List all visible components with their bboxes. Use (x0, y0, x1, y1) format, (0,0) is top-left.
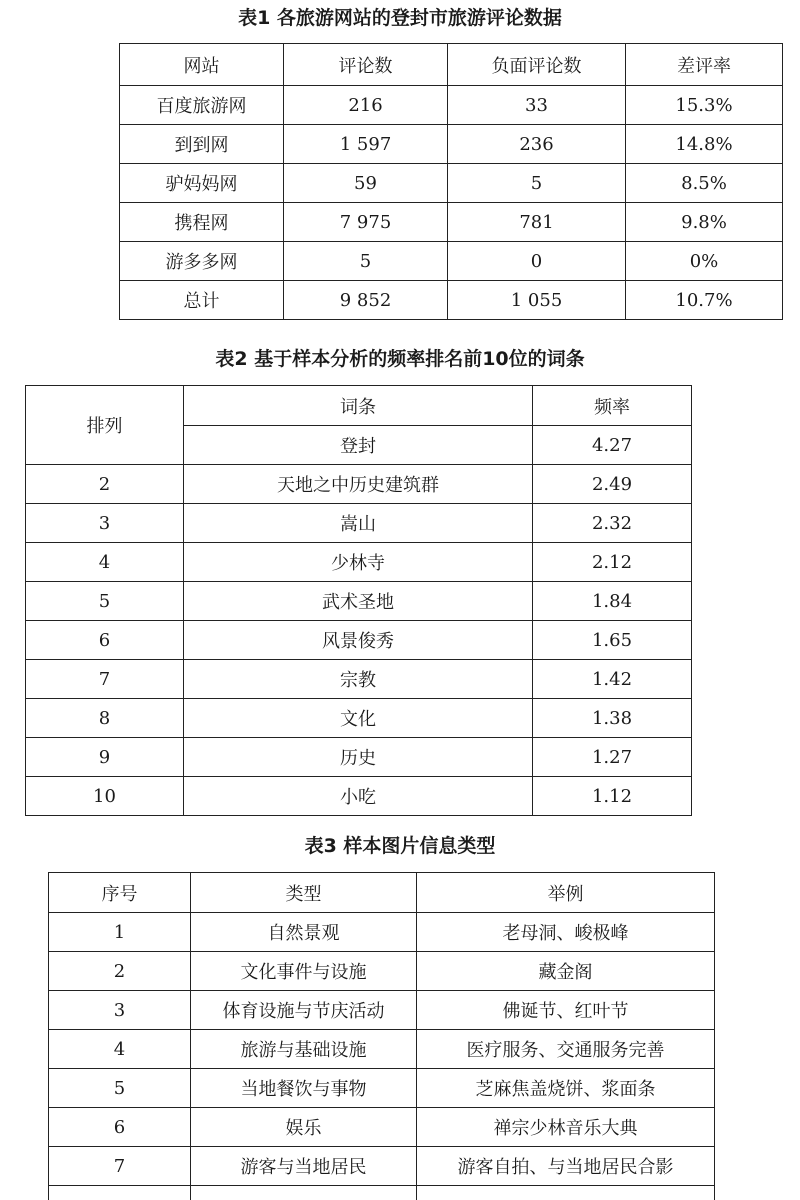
table-cell: 8 (26, 699, 184, 738)
table3-title: 表3 样本图片信息类型 (304, 835, 496, 857)
table-row (49, 913, 715, 952)
table-row (49, 1030, 715, 1069)
table3-header-index: 序号 (49, 873, 191, 913)
table-row (120, 242, 783, 281)
table-cell: 游客自拍、与当地居民合影 (417, 1147, 715, 1186)
table-cell: 59 (284, 164, 448, 203)
table-cell: 总计 (120, 281, 284, 320)
table-cell: 10.7% (626, 281, 783, 320)
table-row (120, 203, 783, 242)
table-cell: 6 (26, 621, 184, 660)
table-cell: 游多多网 (120, 242, 284, 281)
table-row (49, 1108, 715, 1147)
table-cell: 1 597 (284, 125, 448, 164)
table-cell: 小吃 (184, 777, 533, 816)
table-cell: 旅游与基础设施 (191, 1030, 417, 1069)
table-cell: 1.65 (533, 621, 692, 660)
table-cell: 风景俊秀 (184, 621, 533, 660)
table-cell: 3 (49, 991, 191, 1030)
table-row (49, 1069, 715, 1108)
table-row (120, 281, 783, 320)
table3-header-row (49, 873, 715, 913)
table3-header-example: 举例 (417, 873, 715, 913)
table-cell: 登封 (184, 426, 533, 465)
table-cell: 9.8% (626, 203, 783, 242)
table-row (26, 582, 692, 621)
table-cell: 33 (448, 86, 626, 125)
table-cell: 1.27 (533, 738, 692, 777)
table-cell: 15.3% (626, 86, 783, 125)
table-cell: 禅宗少林音乐大典 (417, 1108, 715, 1147)
table-cell: 当地餐饮与事物 (191, 1069, 417, 1108)
table-cell: 历史 (184, 738, 533, 777)
table-cell: 1 (49, 913, 191, 952)
table-row-partial (49, 1186, 715, 1200)
table-row (49, 1147, 715, 1186)
table-cell: 驴妈妈网 (120, 164, 284, 203)
table-cell: 佛诞节、红叶节 (417, 991, 715, 1030)
table-cell: 4 (49, 1030, 191, 1069)
table-cell: 宗教 (184, 660, 533, 699)
table-cell (191, 1186, 417, 1200)
table-cell: 4 (26, 543, 184, 582)
table-cell: 医疗服务、交通服务完善 (417, 1030, 715, 1069)
table-cell: 藏金阁 (417, 952, 715, 991)
table1-header-site: 网站 (120, 44, 284, 86)
table2-header-term: 词条 (184, 386, 533, 426)
table-cell: 1.38 (533, 699, 692, 738)
table-cell: 6 (49, 1108, 191, 1147)
table-cell: 9 (26, 738, 184, 777)
table1-header-row (120, 44, 783, 86)
table-cell: 1 055 (448, 281, 626, 320)
table3-header-type: 类型 (191, 873, 417, 913)
table-cell: 老母洞、峻极峰 (417, 913, 715, 952)
table-cell: 5 (284, 242, 448, 281)
table-cell: 5 (26, 582, 184, 621)
table-cell: 0% (626, 242, 783, 281)
table-row (26, 738, 692, 777)
table1-title: 表1 各旅游网站的登封市旅游评论数据 (238, 7, 562, 29)
table-cell: 芝麻焦盖烧饼、浆面条 (417, 1069, 715, 1108)
table3 (48, 872, 715, 1200)
table-row (120, 164, 783, 203)
table-cell: 2 (49, 952, 191, 991)
table-cell: 2.49 (533, 465, 692, 504)
table1-header-negative: 负面评论数 (448, 44, 626, 86)
table-cell: 少林寺 (184, 543, 533, 582)
table-cell: 游客与当地居民 (191, 1147, 417, 1186)
table-row (49, 952, 715, 991)
table-cell: 嵩山 (184, 504, 533, 543)
table1 (119, 43, 783, 320)
table2-title: 表2 基于样本分析的频率排名前10位的词条 (215, 348, 585, 370)
table-cell: 10 (26, 777, 184, 816)
table2 (25, 385, 692, 816)
table1-header-rate: 差评率 (626, 44, 783, 86)
table2-header-rank: 排列 (26, 386, 184, 465)
table-cell: 236 (448, 125, 626, 164)
table-cell: 文化 (184, 699, 533, 738)
table-cell (417, 1186, 715, 1200)
table-cell: 7 (49, 1147, 191, 1186)
table-row (26, 504, 692, 543)
table-cell: 4.27 (533, 426, 692, 465)
table-cell: 0 (448, 242, 626, 281)
table-row (26, 543, 692, 582)
table-cell: 娱乐 (191, 1108, 417, 1147)
table-row (49, 991, 715, 1030)
table-cell (49, 1186, 191, 1200)
table-cell: 5 (49, 1069, 191, 1108)
table-cell: 1.12 (533, 777, 692, 816)
table-cell: 2.32 (533, 504, 692, 543)
table-cell: 7 (26, 660, 184, 699)
table-row (120, 86, 783, 125)
table-cell: 8.5% (626, 164, 783, 203)
table-cell: 天地之中历史建筑群 (184, 465, 533, 504)
table-row (26, 621, 692, 660)
table1-header-reviews: 评论数 (284, 44, 448, 86)
table-row (120, 125, 783, 164)
table-cell: 9 852 (284, 281, 448, 320)
table-cell: 14.8% (626, 125, 783, 164)
table-cell: 1.42 (533, 660, 692, 699)
table-cell: 3 (26, 504, 184, 543)
table-row (26, 465, 692, 504)
table-cell: 文化事件与设施 (191, 952, 417, 991)
table-cell: 1.84 (533, 582, 692, 621)
table-cell: 7 975 (284, 203, 448, 242)
table-cell: 5 (448, 164, 626, 203)
table-cell: 781 (448, 203, 626, 242)
table2-header-frequency: 频率 (533, 386, 692, 426)
table-cell: 体育设施与节庆活动 (191, 991, 417, 1030)
table-cell: 自然景观 (191, 913, 417, 952)
table-row (26, 777, 692, 816)
table-cell: 2.12 (533, 543, 692, 582)
table-cell: 武术圣地 (184, 582, 533, 621)
table-cell: 百度旅游网 (120, 86, 284, 125)
table-cell: 2 (26, 465, 184, 504)
table-cell: 216 (284, 86, 448, 125)
table-cell: 到到网 (120, 125, 284, 164)
table-cell: 携程网 (120, 203, 284, 242)
table2-header-row (26, 386, 692, 426)
table-row (26, 660, 692, 699)
table-row (26, 699, 692, 738)
